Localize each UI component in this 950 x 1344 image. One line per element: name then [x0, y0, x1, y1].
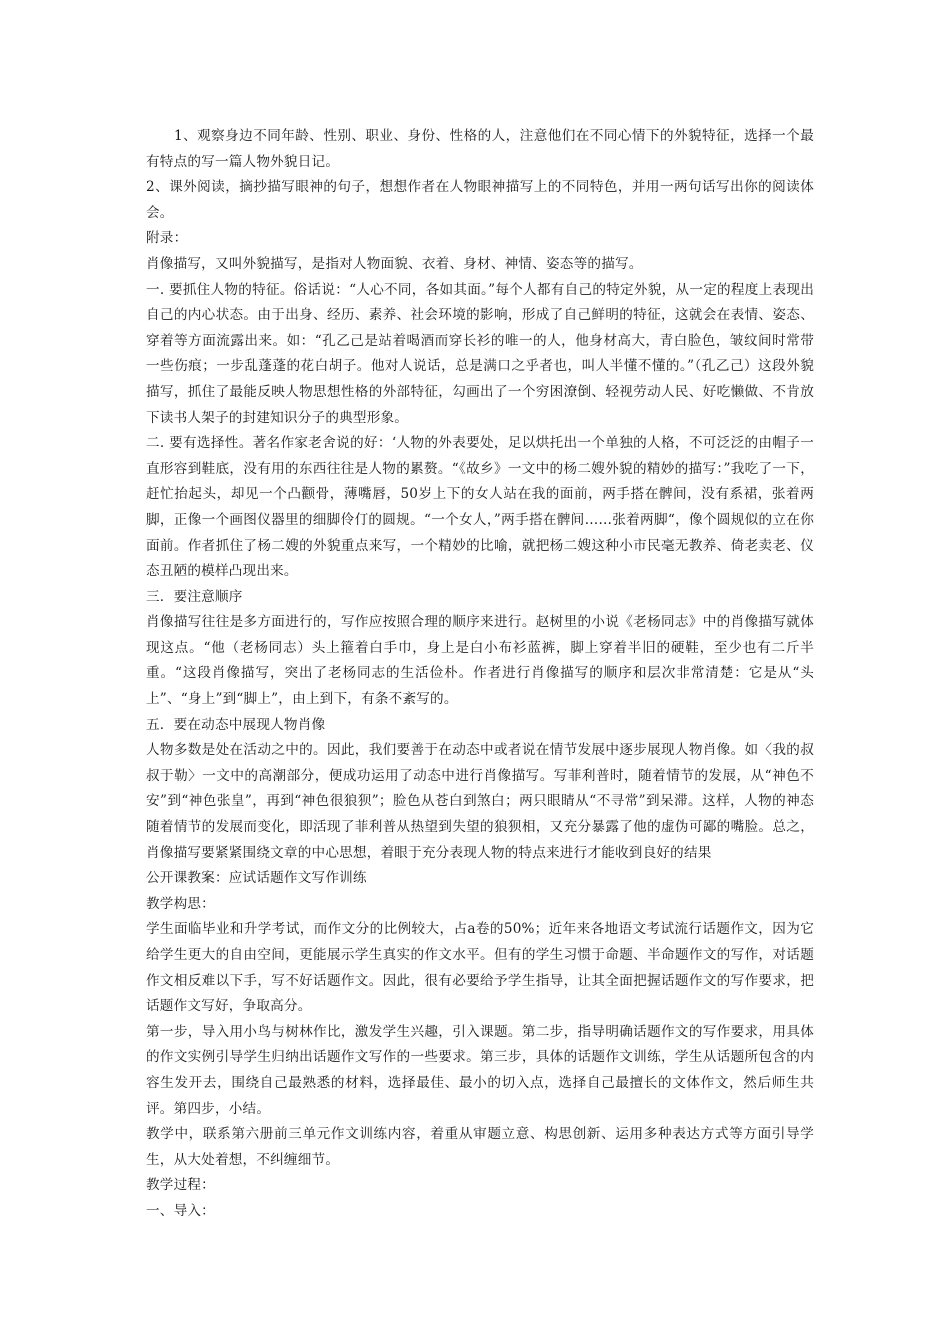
teaching-concept-heading: 教学构思：	[146, 895, 215, 912]
section-selective: 二. 要有选择性。著名作家老舍说的好：‘人物的外表要处，足以烘托出一个单独的人格，不可泛泛的由帽子一直形容到鞋底，没有用的东西往往是人物的累赘。“《故乡》一文中的杨二嫂外貌的精妙的描写：”我吃了一下，赶忙抬起头，却见一个凸颧骨，薄嘴唇，50岁上下的女人站在我的面前，两手搭在髀间，没有系裙，张着两脚，正像一个画图仪器里的细脚伶仃的圆规。“一个女人，”两手搭在髀间……张着两脚“，像个圆规似的立在你面前。作者抓住了杨二嫂的外貌重点来写，一个精妙的比喻，就把杨二嫂这种小市民毫无教养、倚老卖老、仪态丑陋的模样凸现出来。	[146, 435, 814, 580]
portrait-definition: 肖像描写，又叫外貌描写，是指对人物面貌、衣着、身材、神情、姿态等的描写。	[146, 255, 643, 272]
section-dynamic-heading: 五．要在动态中展现人物肖像	[146, 716, 326, 733]
teaching-process-heading: 教学过程：	[146, 1177, 215, 1194]
appendix-heading: 附录：	[146, 230, 188, 247]
teaching-focus: 教学中，联系第六册前三单元作文训练内容，着重从审题立意、构思创新、运用多种表达方式等方面引导学生，从大处着想，不纠缠细节。	[146, 1126, 814, 1168]
assignment-1: 1、观察身边不同年龄、性别、职业、身份、性格的人，注意他们在不同心情下的外貌特征，选择一个最有特点的写一篇人物外貌日记。	[146, 128, 814, 170]
assignment-2: 2、课外阅读，摘抄描写眼神的句子，想想作者在人物眼神描写上的不同特色，并用一两句话写出你的阅读体会。	[146, 179, 814, 221]
document-page	[146, 124, 814, 1225]
introduction-heading: 一、导入：	[146, 1202, 215, 1219]
teaching-steps: 第一步，导入用小鸟与树林作比，激发学生兴趣，引入课题。第二步，指导明确话题作文的写作要求，用具体的作文实例引导学生归纳出话题作文写作的一些要求。第三步，具体的话题作文训练，学生从话题所包含的内容生发开去，围绕自己最熟悉的材料，选择最佳、最小的切入点，选择自己最擅长的文体作文，然后师生共评。第四步，小结。	[146, 1023, 814, 1117]
section-dynamic-body: 人物多数是处在活动之中的。因此，我们要善于在动态中或者说在情节发展中逐步展现人物肖像。如〈我的叔叔于勒〉一文中的高潮部分，便成功运用了动态中进行肖像描写。写菲利普时，随着情节的发展，从“神色不安”到“神色张皇”，再到“神色很狼狈”；脸色从苍白到煞白；两只眼睛从“不寻常”到呆滞。这样，人物的神态随着情节的发展而变化，即活现了菲利普从热望到失望的狼狈相，又充分暴露了他的虚伪可鄙的嘴脸。总之，肖像描写要紧紧围绕文章的中心思想，着眼于充分表现人物的特点来进行才能收到良好的结果	[146, 742, 814, 861]
teaching-concept-body: 学生面临毕业和升学考试，而作文分的比例较大，占a卷的50%；近年来各地语文考试流行话题作文，因为它给学生更大的自由空间，更能展示学生真实的作文水平。但有的学生习惯于命题、半命题作文的写作，对话题作文相反难以下手，写不好话题作文。因此，很有必要给予学生指导，让其全面把握话题作文的写作要求，把话题作文写好，争取高分。	[146, 921, 814, 1015]
lesson-plan-title: 公开课教案：应试话题作文写作训练	[146, 870, 367, 887]
section-order-heading: 三．要注意顺序	[146, 588, 243, 605]
section-features: 一. 要抓住人物的特征。俗话说：“人心不同，各如其面。”每个人都有自己的特定外貌，从一定的程度上表现出自己的内心状态。由于出身、经历、素养、社会环境的影响，形成了自己鲜明的特征，这就会在表情、姿态、穿着等方面流露出来。如：“孔乙己是站着喝酒而穿长衫的唯一的人，他身材高大，青白脸色，皱纹间时常带一些伤痕；一步乱蓬蓬的花白胡子。他对人说话，总是满口之乎者也，叫人半懂不懂的。”（孔乙己）这段外貌描写，抓住了最能反映人物思想性格的外部特征，勾画出了一个穷困潦倒、轻视劳动人民、好吃懒做、不肯放下读书人架子的封建知识分子的典型形象。	[146, 281, 814, 426]
section-order-body: 肖像描写往往是多方面进行的，写作应按照合理的顺序来进行。赵树里的小说《老杨同志》中的肖像描写就体现这点。“他（老杨同志）头上箍着白手巾，身上是白小布衫蓝裤，脚上穿着半旧的硬鞋，至少也有二斤半重。“这段肖像描写，突出了老杨同志的生活俭朴。作者进行肖像描写的顺序和层次非常清楚：它是从“头上”、“身上”到“脚上”，由上到下，有条不紊写的。	[146, 614, 814, 708]
